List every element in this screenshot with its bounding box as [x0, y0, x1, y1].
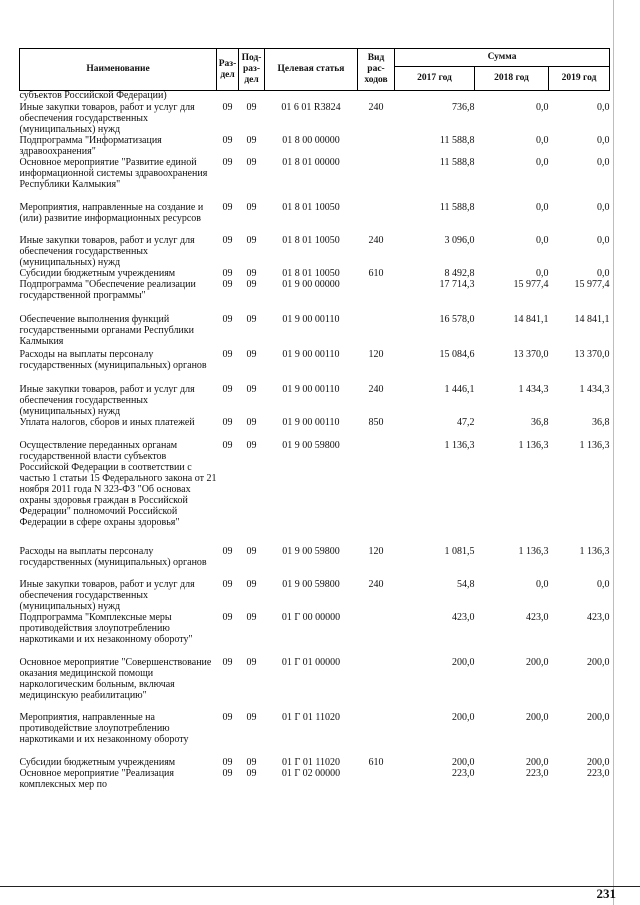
row-amount-2018: 0,0: [536, 101, 549, 113]
row-target-code: 01 8 01 10050: [282, 234, 340, 246]
table-row: [20, 712, 610, 757]
table-header: [20, 49, 610, 91]
row-subsection: 09: [246, 234, 257, 246]
row-amount-2019: 200,0: [587, 656, 610, 668]
row-name: Иные закупки товаров, работ и услуг для обеспечения государственных (муниципальных) нужд: [19, 383, 195, 417]
row-amount-2018: 1 136,3: [518, 545, 549, 557]
row-expense-type: 240: [368, 101, 384, 113]
row-amount-2018: 423,0: [526, 611, 549, 623]
row-name: Подпрограмма "Информатизация здравоохранения": [19, 134, 162, 157]
row-target-code: 01 9 00 00000: [282, 278, 340, 290]
row-target-code: 01 9 00 00110: [282, 383, 340, 395]
row-expense-type: 610: [368, 267, 384, 279]
row-amount-2017: [395, 91, 475, 102]
row-amount-2019: 0,0: [597, 234, 610, 246]
row-subsection: 09: [246, 439, 257, 451]
row-target-code: 01 9 00 59800: [282, 545, 340, 557]
row-expense-type: 850: [368, 416, 384, 428]
row-name: Субсидии бюджетным учреждениям: [19, 756, 176, 768]
table-body: [20, 91, 610, 792]
row-amount-2017: 200,0: [452, 656, 475, 668]
row-amount-2018: 0,0: [536, 134, 549, 146]
row-expense-type: [358, 157, 395, 202]
row-target-code: 01 8 01 10050: [282, 201, 340, 213]
row-target-code: 01 Г 00 00000: [281, 611, 341, 623]
header-target: Целевая статья: [265, 49, 358, 91]
table-row: [20, 135, 610, 157]
row-section: 09: [222, 656, 233, 668]
row-amount-2019: 0,0: [597, 267, 610, 279]
row-amount-2018: 200,0: [526, 656, 549, 668]
row-expense-type: [358, 202, 395, 235]
bottom-rule: [0, 886, 640, 887]
row-amount-2019: 13 370,0: [574, 348, 610, 360]
row-amount-2017: 11 588,8: [439, 201, 475, 213]
row-subsection: 09: [246, 134, 257, 146]
row-amount-2017: 47,2: [457, 416, 475, 428]
row-section: 09: [222, 278, 233, 290]
row-amount-2018: 223,0: [526, 767, 549, 779]
row-section: 09: [222, 134, 233, 146]
row-amount-2018: 15 977,4: [513, 278, 549, 290]
row-amount-2018: 200,0: [526, 711, 549, 723]
row-subsection: 09: [246, 767, 257, 779]
table-row: [20, 546, 610, 579]
row-expense-type: [358, 612, 395, 657]
row-section: 09: [222, 416, 233, 428]
row-expense-type: [358, 440, 395, 546]
row-amount-2017: 423,0: [452, 611, 475, 623]
row-amount-2019: 36,8: [592, 416, 610, 428]
row-subsection: 09: [246, 101, 257, 113]
row-amount-2017: 200,0: [452, 711, 475, 723]
row-amount-2018: 13 370,0: [513, 348, 549, 360]
row-expense-type: [358, 712, 395, 757]
row-section: 09: [222, 767, 233, 779]
row-amount-2019: 1 434,3: [579, 383, 610, 395]
row-expense-type: 120: [368, 545, 384, 557]
header-sum: Сумма: [395, 49, 610, 67]
row-amount-2017: 17 714,3: [439, 278, 475, 290]
row-section: 09: [222, 578, 233, 590]
header-year-2018: 2018 год: [475, 67, 549, 91]
row-name: Подпрограмма "Обеспечение реализации государственной программы": [19, 278, 196, 301]
row-subsection: 09: [246, 756, 257, 768]
row-section: 09: [222, 756, 233, 768]
row-section: 09: [222, 156, 233, 168]
row-name: Расходы на выплаты персоналу государственных (муниципальных) органов: [19, 348, 207, 371]
row-amount-2018: 200,0: [526, 756, 549, 768]
row-target-code: 01 Г 01 11020: [282, 756, 340, 768]
row-expense-type: 240: [368, 578, 384, 590]
row-amount-2017: 736,8: [452, 101, 475, 113]
row-name: Расходы на выплаты персоналу государственных (муниципальных) органов: [19, 545, 207, 568]
row-amount-2017: 15 084,6: [439, 348, 475, 360]
row-subsection: 09: [246, 201, 257, 213]
row-expense-type: 240: [368, 383, 384, 395]
row-name: Обеспечение выполнения функций государственными органами Республики Калмыкия: [19, 313, 194, 347]
row-target-code: [265, 91, 358, 102]
table-row: [20, 768, 610, 792]
table-row: [20, 349, 610, 384]
header-section: Раз-дел: [217, 49, 239, 91]
row-amount-2017: 3 096,0: [444, 234, 475, 246]
row-amount-2017: 16 578,0: [439, 313, 475, 325]
row-subsection: 09: [246, 156, 257, 168]
row-name: Субсидии бюджетным учреждениям: [19, 267, 176, 279]
row-expense-type: [358, 135, 395, 157]
row-name: Иные закупки товаров, работ и услуг для обеспечения государственных (муниципальных) нужд: [19, 578, 195, 612]
row-target-code: 01 8 01 10050: [282, 267, 340, 279]
row-name: Иные закупки товаров, работ и услуг для обеспечения государственных (муниципальных) нужд: [19, 234, 195, 268]
row-target-code: 01 9 00 00110: [282, 313, 340, 325]
row-section: 09: [222, 313, 233, 325]
row-name: Основное мероприятие "Совершенствование оказания медицинской помощи наркологическим больным, включая медицинскую реабилитацию": [19, 656, 212, 701]
row-amount-2017: 1 136,3: [444, 439, 475, 451]
table-row: [20, 384, 610, 417]
row-expense-type: [358, 768, 395, 792]
header-name: Наименование: [20, 49, 217, 91]
row-amount-2017: 54,8: [457, 578, 475, 590]
row-section: 09: [222, 711, 233, 723]
row-target-code: 01 8 00 00000: [282, 134, 340, 146]
row-subsection: 09: [246, 611, 257, 623]
row-amount-2018: 0,0: [536, 578, 549, 590]
row-section: 09: [222, 383, 233, 395]
row-subsection: 09: [246, 545, 257, 557]
row-target-code: 01 9 00 59800: [282, 439, 340, 451]
row-section: 09: [222, 201, 233, 213]
row-amount-2017: 8 492,8: [444, 267, 475, 279]
row-expense-type: 120: [368, 348, 384, 360]
row-target-code: 01 Г 01 11020: [282, 711, 340, 723]
table-row: [20, 157, 610, 202]
row-amount-2018: 0,0: [536, 267, 549, 279]
table-row: [20, 579, 610, 612]
row-name: Мероприятия, направленные на противодействие злоупотреблению наркотиками и их незаконному обороту: [19, 711, 189, 745]
table-row: [20, 235, 610, 268]
page-number: 231: [596, 887, 616, 899]
row-amount-2017: 1 446,1: [444, 383, 475, 395]
table-row: [20, 91, 610, 102]
row-amount-2017: 223,0: [452, 767, 475, 779]
row-amount-2017: 1 081,5: [444, 545, 475, 557]
scan-edge: [613, 0, 614, 905]
row-section: 09: [222, 439, 233, 451]
row-subsection: 09: [246, 313, 257, 325]
row-expense-type: [358, 314, 395, 349]
row-name: Основное мероприятие "Развитие единой информационной системы здравоохранения Республики Калмыкия": [19, 156, 208, 190]
row-section: 09: [222, 101, 233, 113]
row-section: [217, 91, 239, 102]
budget-table: [19, 48, 610, 792]
row-subsection: 09: [246, 416, 257, 428]
row-target-code: 01 9 00 59800: [282, 578, 340, 590]
row-subsection: 09: [246, 278, 257, 290]
row-amount-2019: 200,0: [587, 756, 610, 768]
row-amount-2019: 15 977,4: [574, 278, 610, 290]
row-amount-2018: 14 841,1: [513, 313, 549, 325]
row-amount-2017: 11 588,8: [439, 134, 475, 146]
row-amount-2019: 14 841,1: [574, 313, 610, 325]
row-subsection: 09: [246, 711, 257, 723]
header-expense-type: Вид рас-ходов: [358, 49, 395, 91]
row-amount-2019: 0,0: [597, 201, 610, 213]
row-amount-2019: 200,0: [587, 711, 610, 723]
table-row: [20, 314, 610, 349]
row-section: 09: [222, 267, 233, 279]
row-name: Мероприятия, направленные на создание и (или) развитие информационных ресурсов: [19, 201, 204, 224]
table-row: [20, 757, 610, 768]
table-row: [20, 612, 610, 657]
table-row: [20, 440, 610, 546]
row-expense-type: 240: [368, 234, 384, 246]
row-section: 09: [222, 348, 233, 360]
row-amount-2018: 36,8: [531, 416, 549, 428]
row-name: Подпрограмма "Комплексные меры противодействия злоупотреблению наркотиками и их незаконному обороту": [19, 611, 193, 645]
row-expense-type: 610: [368, 756, 384, 768]
row-amount-2019: 0,0: [597, 134, 610, 146]
row-name: Иные закупки товаров, работ и услуг для обеспечения государственных (муниципальных) нужд: [19, 101, 195, 135]
row-name: Осуществление переданных органам государственной власти субъектов Российской Федерации в соответствии с частью 1 статьи 15 Федерального закона от 21 ноября 2011 года N 323-ФЗ "Об основах охраны здоровья граждан в Российской Федерации" полномочий Российской Федерации в сфере охраны здоровья": [19, 439, 217, 528]
row-name: Уплата налогов, сборов и иных платежей: [19, 416, 195, 428]
row-subsection: 09: [246, 267, 257, 279]
row-expense-type: [358, 279, 395, 314]
row-expense-type: [358, 657, 395, 712]
row-section: 09: [222, 545, 233, 557]
row-amount-2019: [549, 91, 610, 102]
table-row: [20, 657, 610, 712]
row-amount-2017: 200,0: [452, 756, 475, 768]
row-target-code: 01 8 01 00000: [282, 156, 340, 168]
header-year-2019: 2019 год: [549, 67, 610, 91]
row-amount-2019: 223,0: [587, 767, 610, 779]
row-target-code: 01 9 00 00110: [282, 348, 340, 360]
row-target-code: 01 Г 01 00000: [281, 656, 341, 668]
row-amount-2018: [475, 91, 549, 102]
row-subsection: 09: [246, 578, 257, 590]
row-amount-2019: 423,0: [587, 611, 610, 623]
row-subsection: 09: [246, 348, 257, 360]
row-amount-2019: 0,0: [597, 101, 610, 113]
row-subsection: [239, 91, 265, 102]
row-amount-2018: 0,0: [536, 201, 549, 213]
row-amount-2018: 0,0: [536, 156, 549, 168]
table-row: [20, 268, 610, 279]
row-section: 09: [222, 234, 233, 246]
row-subsection: 09: [246, 383, 257, 395]
table-row: [20, 279, 610, 314]
row-subsection: 09: [246, 656, 257, 668]
row-amount-2018: 0,0: [536, 234, 549, 246]
row-amount-2019: 1 136,3: [579, 545, 610, 557]
row-amount-2019: 0,0: [597, 578, 610, 590]
table-row: [20, 202, 610, 235]
row-name: Основное мероприятие "Реализация комплексных мер по: [19, 767, 175, 790]
header-year-2017: 2017 год: [395, 67, 475, 91]
row-target-code: 01 9 00 00110: [282, 416, 340, 428]
table-row: [20, 102, 610, 135]
row-amount-2017: 11 588,8: [439, 156, 475, 168]
row-target-code: 01 6 01 R3824: [281, 101, 341, 113]
row-amount-2018: 1 434,3: [518, 383, 549, 395]
table-row: [20, 417, 610, 440]
row-expense-type: [358, 91, 395, 102]
row-target-code: 01 Г 02 00000: [281, 767, 341, 779]
row-amount-2018: 1 136,3: [518, 439, 549, 451]
header-subsection: Под-раз-дел: [239, 49, 265, 91]
row-amount-2019: 1 136,3: [579, 439, 610, 451]
row-amount-2019: 0,0: [597, 156, 610, 168]
row-name: субъектов Российской Федерации): [19, 90, 167, 101]
row-section: 09: [222, 611, 233, 623]
